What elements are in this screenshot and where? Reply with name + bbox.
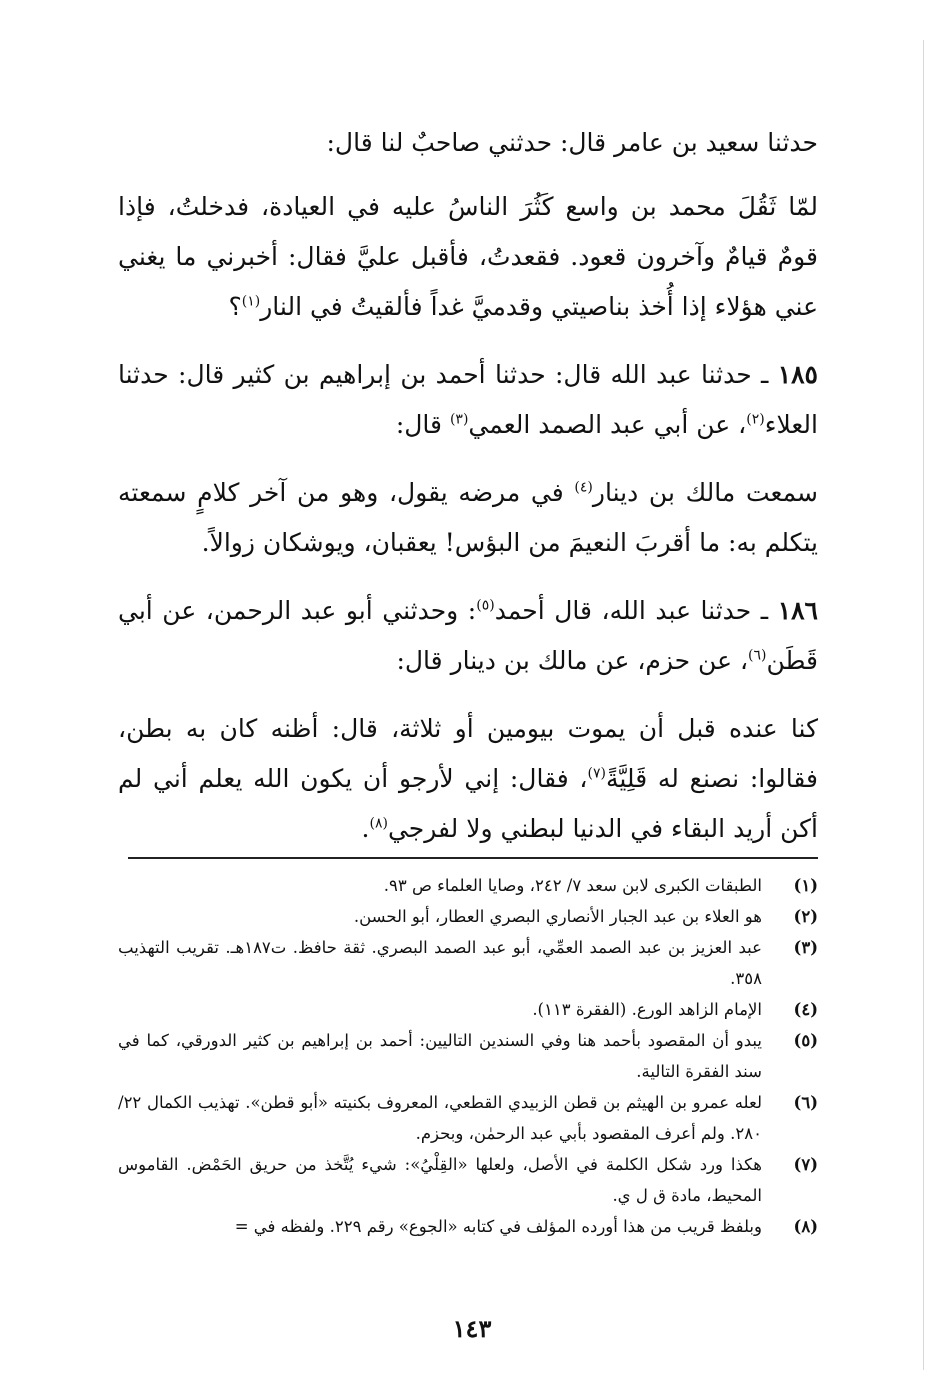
footnote-ref-8[interactable]: (٨) xyxy=(369,815,388,832)
paragraph-185: ١٨٥ ـ حدثنا عبد الله قال: حدثنا أحمد بن إبراهيم بن كثير قال: حدثنا العلاء$^{(٢)}$، عن أبي عبد الصمد العمي$^{(٣)}$ قال: xyxy=(118,360,818,439)
footnote-divider xyxy=(128,857,818,859)
footnote-4: (٤) الإمام الزاهد الورع. (الفقرة ١١٣). xyxy=(532,1000,818,1019)
page-number: ١٤٣ xyxy=(452,1314,492,1343)
paragraph-2: لمّا ثَقُلَ محمد بن واسع كَثُرَ الناسُ عليه في العيادة، فدخلتُ، فإذا قومٌ قيامٌ وآخرون قعود. فقعدتُ، فأقبل عليَّ فقال: أخبرني ما يغني عني هؤلاء إذا أُخذ بناصيتي وقدميَّ غداً فألقيتُ في النار$^{(١)}$؟ xyxy=(118,192,818,321)
footnote-ref-2[interactable]: (٢) xyxy=(746,411,765,428)
paragraph-186: ١٨٦ ـ حدثنا عبد الله، قال أحمد$^{(٥)}$: وحدثني أبو عبد الرحمن، عن أبي قَطَن$^{(٦)}$، عن حزم، عن مالك بن دينار قال: xyxy=(118,596,818,675)
footnote-7: (٧) هكذا ورد شكل الكلمة في الأصل، ولعلها «القِلْيُ»: شيء يُتَّخذ من حريق الحَمْض. القاموس المحيط، مادة ق ل ي. xyxy=(118,1155,818,1205)
paragraph-1: حدثنا سعيد بن عامر قال: حدثني صاحبٌ لنا قال: xyxy=(326,128,818,157)
footnote-2: (٢) هو العلاء بن عبد الجبار الأنصاري البصري العطار، أبو الحسن. xyxy=(353,907,818,926)
page-edge xyxy=(923,40,924,1370)
footnotes xyxy=(118,870,818,1242)
footnote-ref-1[interactable]: (١) xyxy=(241,293,261,310)
footnote-5: (٥) يبدو أن المقصود بأحمد هنا وفي السندين التاليين: أحمد بن إبراهيم بن كثير الدورقي، كما في سند الفقرة التالية. xyxy=(118,1031,818,1081)
footnote-1: (١) الطبقات الكبرى لابن سعد ٧/ ٢٤٢، وصايا العلماء ص ٩٣. xyxy=(383,876,818,895)
footnote-8: (٨) وبلفظ قريب من هذا أورده المؤلف في كتابه «الجوع» رقم ٢٢٩. ولفظه في = xyxy=(234,1217,818,1236)
paragraph-6: كنا عنده قبل أن يموت بيومين أو ثلاثة، قال: أظنه كان به بطن، فقالوا: نصنع له قَلِيَّةً$^{(٧)}$، فقال: إني لأرجو أن يكون الله يعلم أني لم أكن أريد البقاء في الدنيا لبطني ولا لفرجي$^{(٨)}$. xyxy=(118,714,818,843)
footnote-3: (٣) عبد العزيز بن عبد الصمد العمِّي، أبو عبد الصمد البصري. ثقة حافظ. ت١٨٧هـ. تقريب التهذيب ٣٥٨. xyxy=(118,938,818,988)
footnote-ref-5[interactable]: (٥) xyxy=(476,597,495,614)
footnote-ref-4[interactable]: (٤) xyxy=(574,479,593,496)
main-text xyxy=(118,118,818,872)
footnote-ref-3[interactable]: (٣) xyxy=(449,411,469,428)
footnote-ref-7[interactable]: (٧) xyxy=(587,765,606,782)
footnote-6: (٦) لعله عمرو بن الهيثم بن قطن الزبيدي القطعي، المعروف بكنيته «أبو قطن». تهذيب الكمال ٢٢/ ٢٨٠. ولم أعرف المقصود بأبي عبد الرحمٰن، وبحزم. xyxy=(118,1093,818,1143)
paragraph-4: سمعت مالك بن دينار$^{(٤)}$ في مرضه يقول، وهو من آخر كلامٍ سمعته يتكلم به: ما أقربَ النعيمَ من البؤس! يعقبان، ويوشكان زوالاً. xyxy=(118,478,818,557)
entry-number-186: ١٨٦ xyxy=(777,596,818,625)
footnote-ref-6[interactable]: (٦) xyxy=(748,647,767,664)
entry-number-185: ١٨٥ xyxy=(777,360,818,389)
